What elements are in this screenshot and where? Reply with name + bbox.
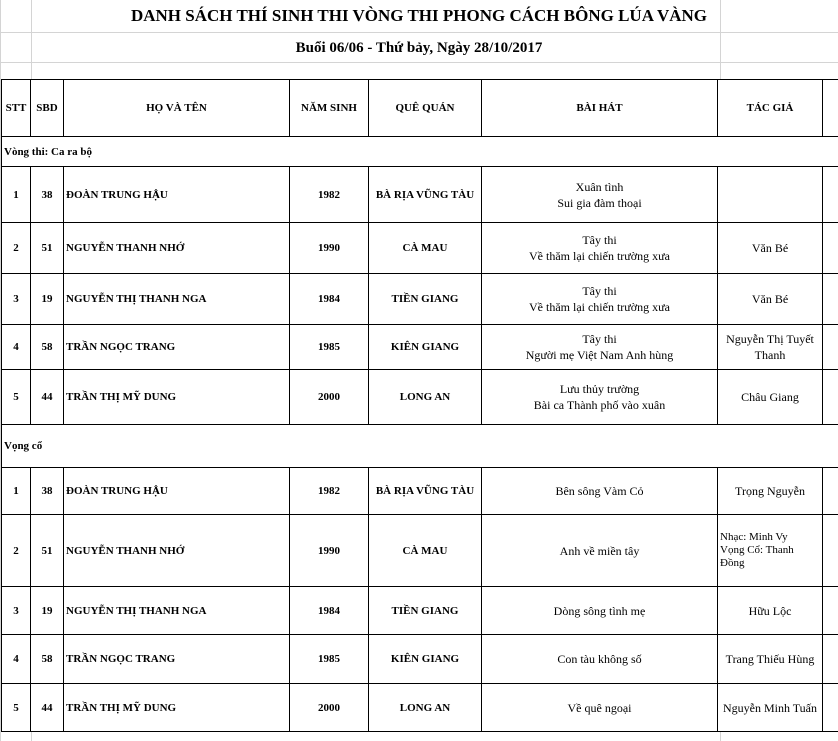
author-name: Nhạc: Minh Vy [720,531,788,543]
stt-cell: 5 [2,370,31,425]
name-cell: ĐOÀN TRUNG HẬU [64,167,290,223]
hometown-cell: KIÊN GIANG [369,325,482,370]
year-cell: 1985 [290,325,369,370]
sbd-cell: 19 [31,587,64,635]
song-title: Dòng sông tình mẹ [553,603,646,618]
table-body [2,137,838,732]
song-cell [482,515,718,587]
name-cell: NGUYỄN THANH NHỚ [64,223,290,274]
header-name: HỌ VÀ TÊN [64,80,290,137]
author-name: Văn Bé [751,241,789,255]
year-cell: 1982 [290,468,369,515]
year-cell: 1982 [290,167,369,223]
year-cell: 1990 [290,223,369,274]
song-cell [482,223,718,274]
song-cell [482,468,718,515]
edge-cell [823,325,838,370]
year-cell: 2000 [290,370,369,425]
year-cell: 1990 [290,515,369,587]
grid-line [0,32,838,33]
song-cell [482,684,718,732]
author-cell [718,167,823,223]
stt-cell: 3 [2,274,31,325]
hometown-cell: LONG AN [369,370,482,425]
name-cell: TRẦN THỊ MỸ DUNG [64,370,290,425]
song-cell [482,635,718,684]
sbd-cell: 38 [31,468,64,515]
hometown-cell: BÀ RỊA VŨNG TÀU [369,468,482,515]
grid-line [0,62,838,63]
table-row [2,468,838,515]
song-cell [482,167,718,223]
edge-cell [823,468,838,515]
table-row [2,635,838,684]
name-cell: TRẦN NGỌC TRANG [64,635,290,684]
sbd-cell: 58 [31,325,64,370]
table-row [2,587,838,635]
song-cell [482,325,718,370]
song-cell [482,370,718,425]
song-cell [482,587,718,635]
song-title: Bên sông Vàm Cỏ [555,484,644,498]
year-cell: 2000 [290,684,369,732]
hometown-cell: CÀ MAU [369,223,482,274]
author-cell [718,468,823,515]
stt-cell: 1 [2,468,31,515]
name-cell: NGUYỄN THỊ THANH NGA [64,274,290,325]
hometown-cell: BÀ RỊA VŨNG TÀU [369,167,482,223]
year-cell: 1984 [290,274,369,325]
document-subtitle: Buổi 06/06 - Thứ bảy, Ngày 28/10/2017 [295,40,543,56]
author-name: Hữu Lộc [748,603,792,618]
song-title: Tây thi [582,284,617,298]
stt-cell: 2 [2,223,31,274]
section-row [2,425,838,468]
table-row [2,370,838,425]
table-row [2,167,838,223]
stt-cell: 3 [2,587,31,635]
author-cell [718,325,823,370]
edge-cell [823,167,838,223]
author-name: Văn Bé [751,292,789,306]
author-name: Vọng Cổ: Thanh Đồng [720,544,794,569]
author-cell [718,370,823,425]
song-title: Anh về miền tây [559,543,640,558]
author-cell [718,515,823,587]
section-label: Vòng thi: Ca ra bộ [2,137,838,167]
song-title: Lưu thủy trường [559,382,640,396]
sbd-cell: 38 [31,167,64,223]
author-cell [718,223,823,274]
hometown-cell: TIỀN GIANG [369,274,482,325]
header-year: NĂM SINH [290,80,369,137]
name-cell: TRẦN THỊ MỸ DUNG [64,684,290,732]
name-cell: NGUYỄN THỊ THANH NGA [64,587,290,635]
author-name: Châu Giang [741,390,799,404]
author-name: Trọng Nguyễn [735,484,805,498]
sbd-cell: 51 [31,515,64,587]
header-row [2,80,838,137]
song-title: Về thăm lại chiến trường xưa [529,249,670,263]
year-cell: 1984 [290,587,369,635]
song-title: Bài ca Thành phố vào xuân [533,398,666,412]
sbd-cell: 44 [31,684,64,732]
header-stt: STT [2,80,31,137]
hometown-cell: LONG AN [369,684,482,732]
header-author: TÁC GIẢ [718,80,823,137]
author-name: Nguyễn Thị Tuyết [726,332,814,346]
table-row [2,223,838,274]
song-cell [482,274,718,325]
author-cell [718,635,823,684]
author-name: Thanh [754,348,786,362]
stt-cell: 1 [2,167,31,223]
table-row [2,325,838,370]
edge-cell [823,515,838,587]
year-cell: 1985 [290,635,369,684]
author-cell [718,684,823,732]
hometown-cell: TIỀN GIANG [369,587,482,635]
hometown-cell: CÀ MAU [369,515,482,587]
author-cell [718,587,823,635]
contestant-table [1,79,838,732]
header-song: BÀI HÁT [482,80,718,137]
song-title: Sui gia đàm thoại [557,195,642,210]
sbd-cell: 44 [31,370,64,425]
name-cell: TRẦN NGỌC TRANG [64,325,290,370]
sbd-cell: 58 [31,635,64,684]
table-row [2,515,838,587]
header-edge [823,80,838,137]
stt-cell: 4 [2,635,31,684]
header-sbd: SBD [31,80,64,137]
section-label: Vọng cổ [2,425,838,468]
document-title: DANH SÁCH THÍ SINH THI VÒNG THI PHONG CÁCH BÔNG LÚA VÀNG [130,6,708,25]
edge-cell [823,587,838,635]
song-title: Tây thi [582,332,617,346]
song-title: Về thăm lại chiến trường xưa [529,300,670,314]
song-title: Con tàu không số [557,652,642,666]
author-cell [718,274,823,325]
section-row [2,137,838,167]
song-title: Về quê ngoại [567,700,632,715]
author-name: Trang Thiếu Hùng [725,652,815,666]
header-hometown: QUÊ QUÁN [369,80,482,137]
edge-cell [823,274,838,325]
hometown-cell: KIÊN GIANG [369,635,482,684]
table-row [2,274,838,325]
edge-cell [823,223,838,274]
stt-cell: 4 [2,325,31,370]
edge-cell [823,635,838,684]
stt-cell: 5 [2,684,31,732]
song-title: Người mẹ Việt Nam Anh hùng [525,348,674,362]
sbd-cell: 19 [31,274,64,325]
song-title: Tây thi [582,233,617,247]
author-name: Nguyễn Minh Tuấn [722,700,817,715]
table-row [2,684,838,732]
edge-cell [823,684,838,732]
name-cell: NGUYỄN THANH NHỚ [64,515,290,587]
edge-cell [823,370,838,425]
song-title: Xuân tình [575,179,624,194]
name-cell: ĐOÀN TRUNG HẬU [64,468,290,515]
sbd-cell: 51 [31,223,64,274]
stt-cell: 2 [2,515,31,587]
